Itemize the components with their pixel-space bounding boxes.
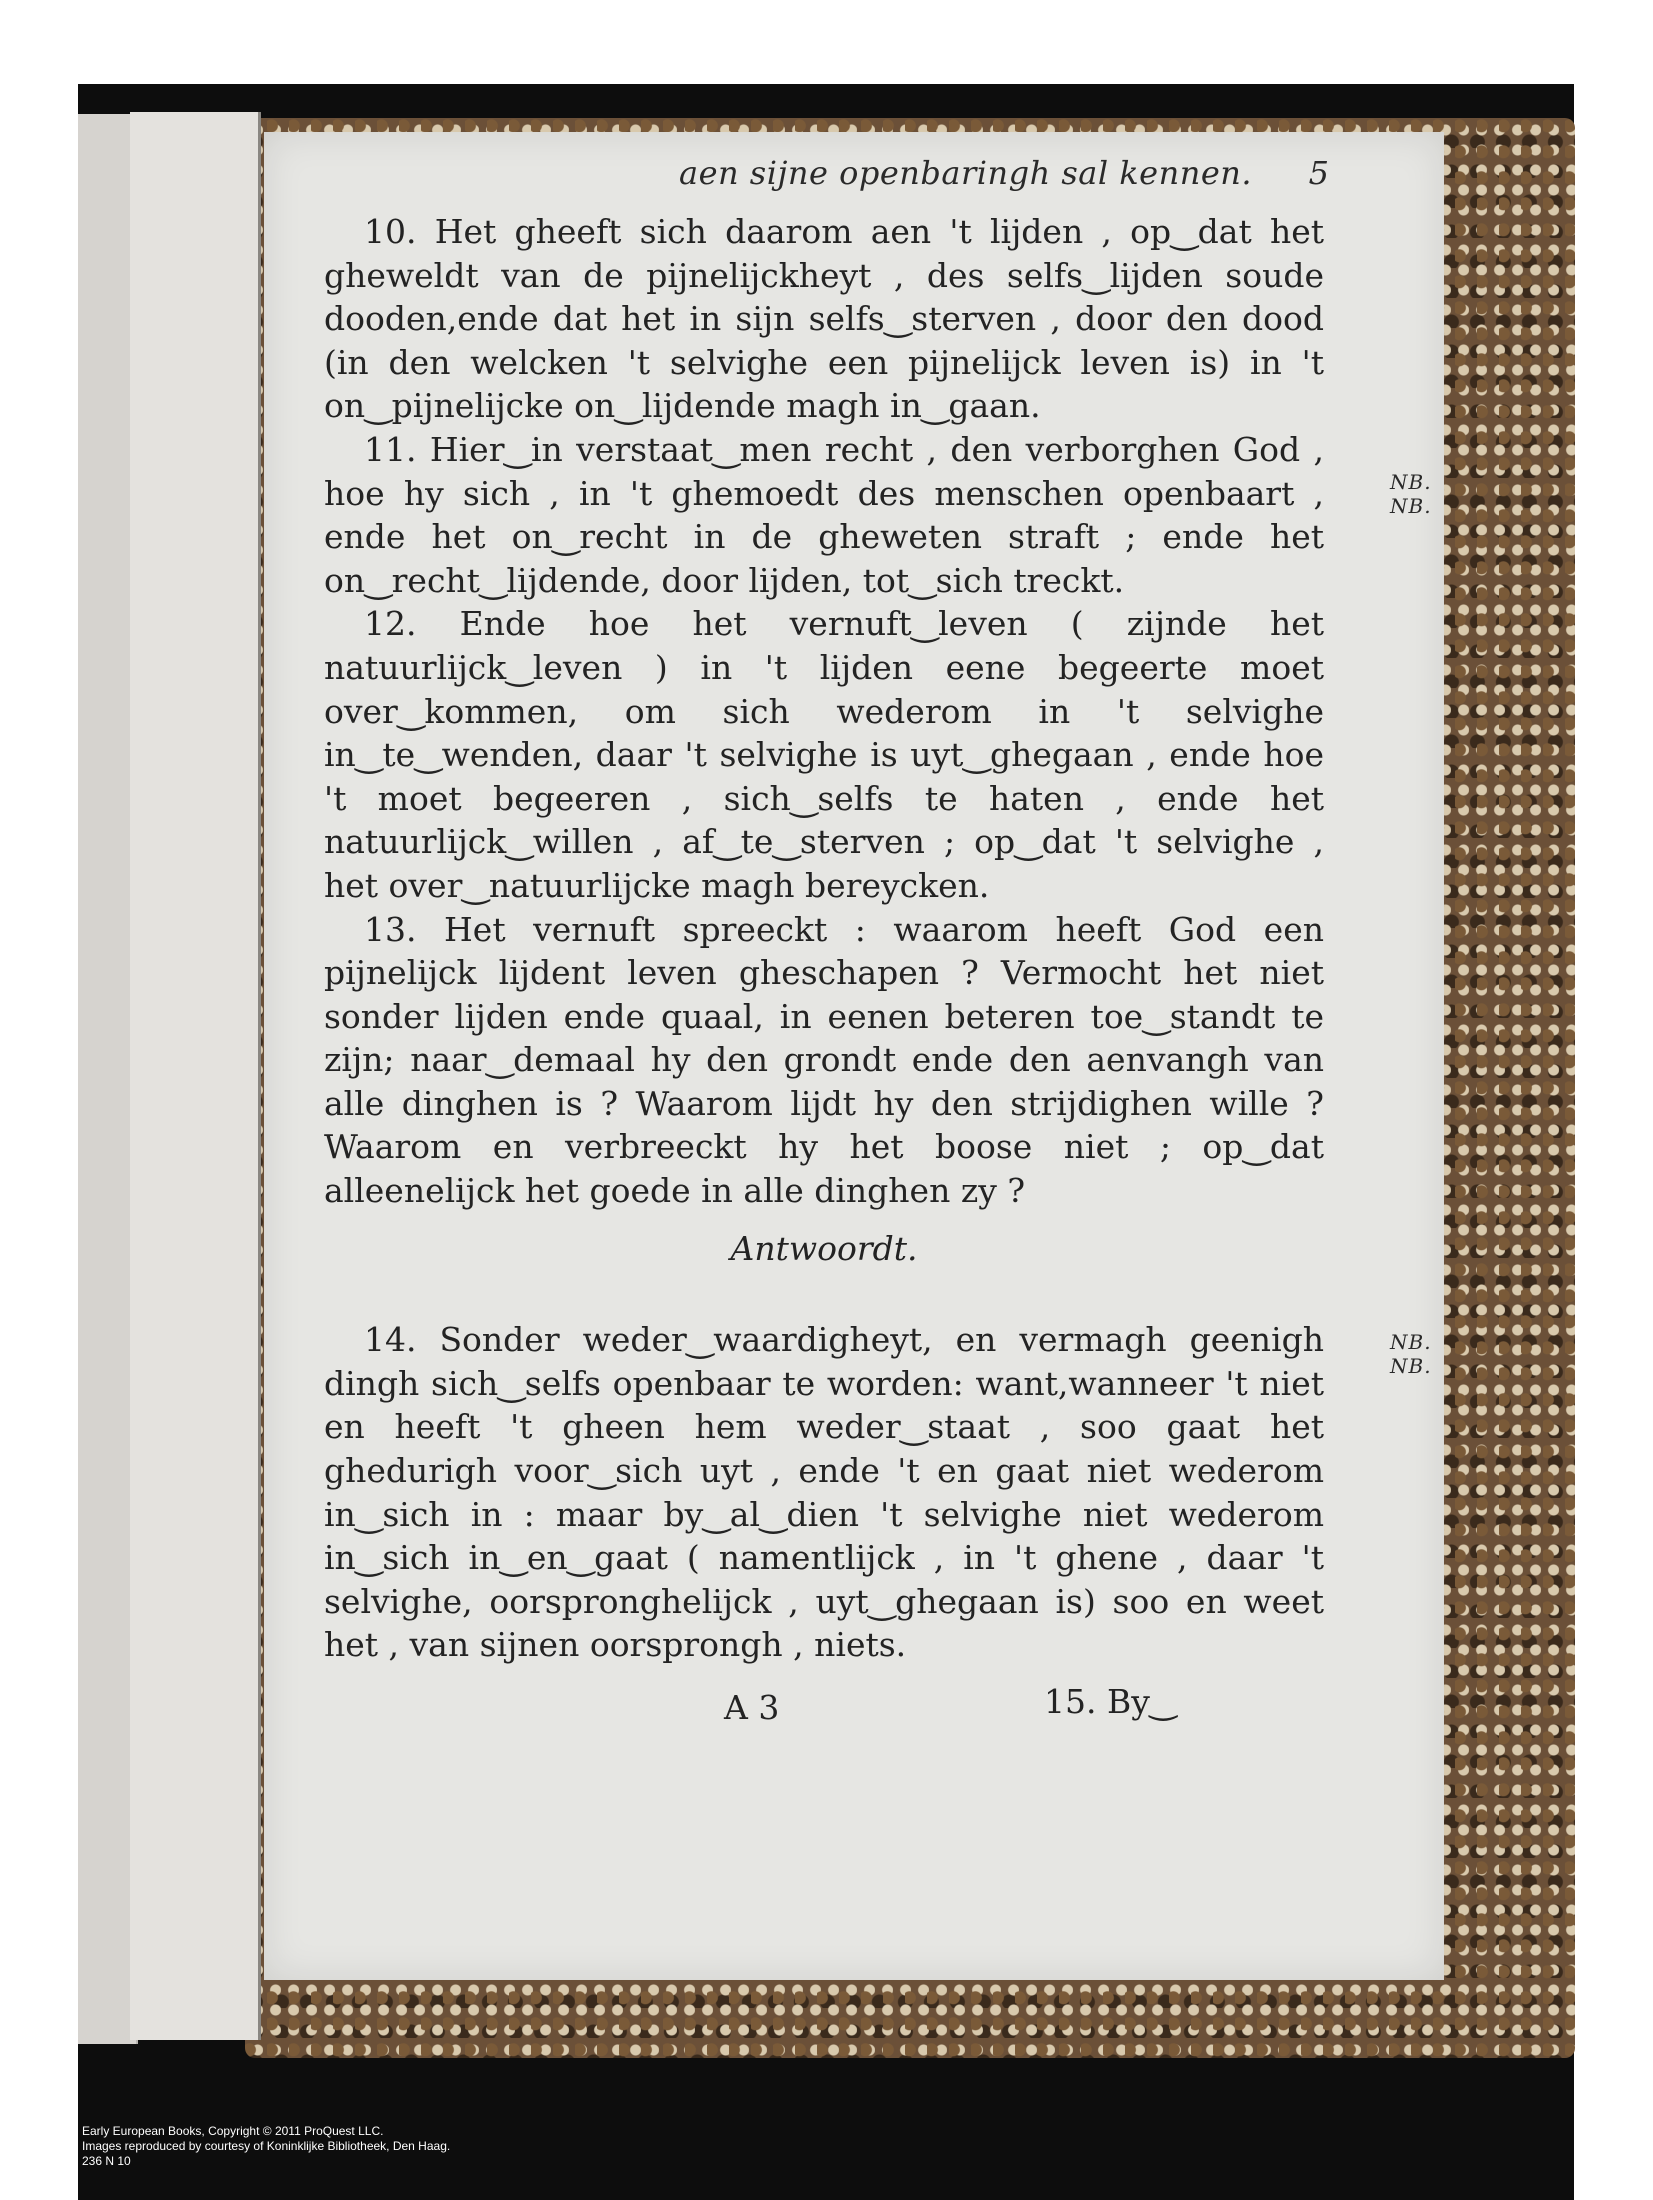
margin-note-nb: NB. NB. [1390, 1330, 1432, 1378]
paragraph-10: 10. Het gheeft sich daarom aen 't lijden , op‿dat het gheweldt van de pijnelijckheyt , des selfs‿lijden soude dooden,ende dat het in sijn selfs‿sterven , door den dood (in den welcken 't selvighe een pijnelijck leven is) in 't on‿pijnelijcke on‿lijdende magh in‿gaan. [324, 212, 1324, 426]
credit-line: Images reproduced by courtesy of Koninklijke Bibliotheek, Den Haag. [82, 2139, 451, 2153]
page-number: 5 [1308, 154, 1329, 192]
paragraph-13: 13. Het vernuft spreeckt : waarom heeft God een pijnelijck lijdent leven gheschapen ? Vermocht het niet sonder lijden ende quaal, in eenen beteren toe‿standt te zijn; naar‿demaal hy den grondt ende den aenvangh van alle dinghen is ? Waarom lijdt hy den strijdighen wille ? Waarom en verbreeckt hy het boose niet ; op‿dat alleenelijck het goede in alle dinghen zy ? [324, 909, 1324, 1211]
answer-heading: Antwoordt. [730, 1228, 918, 1268]
signature-mark: A 3 [724, 1688, 780, 1727]
catchword: 15. By‿ [1044, 1682, 1177, 1721]
page-body [324, 210, 1324, 1667]
credit-line: Early European Books, Copyright © 2011 ProQuest LLC. [82, 2124, 384, 2138]
page-header [419, 154, 1369, 204]
left-page-fold [130, 112, 261, 2040]
credit-text [82, 2124, 450, 2169]
running-head: aen sijne openbaringh sal kennen. [679, 154, 1253, 192]
paragraph-14: 14. Sonder weder‿waardigheyt, en vermagh geenigh dingh sich‿selfs openbaar te worden: want,wanneer 't niet en heeft 't gheen hem weder‿staat , soo gaat het ghedurigh voor‿sich uyt , ende 't en gaat niet wederom in‿sich in : maar by‿al‿dien 't selvighe niet wederom in‿sich in‿en‿gaat ( namentlijck , in 't ghene , daar 't selvighe, oorspronghelijck , uyt‿ghegaan is) soo en weet het , van sijnen oorsprongh , niets. [324, 1320, 1324, 1665]
paragraph-11: 11. Hier‿in verstaat‿men recht , den verborghen God , hoe hy sich , in 't ghemoedt des menschen openbaart , ende het on‿recht in de gheweten straft ; ende het on‿recht‿lijdende, door lijden, tot‿sich treckt. [324, 429, 1324, 600]
paragraph-12: 12. Ende hoe het vernuft‿leven ( zijnde het natuurlijck‿leven ) in 't lijden eene begeerte moet over‿kommen, om sich wederom in 't selvighe in‿te‿wenden, daar 't selvighe is uyt‿ghegaan , ende hoe 't moet begeeren , sich‿selfs te haten , ende het natuurlijck‿willen , af‿te‿sterven ; op‿dat 't selvighe , het over‿natuurlijcke magh bereycken. [324, 604, 1324, 905]
left-page-edge [78, 114, 138, 2044]
book-page [264, 132, 1444, 1980]
credit-line: 236 N 10 [82, 2154, 131, 2168]
margin-note-nb: NB. NB. [1390, 470, 1432, 518]
